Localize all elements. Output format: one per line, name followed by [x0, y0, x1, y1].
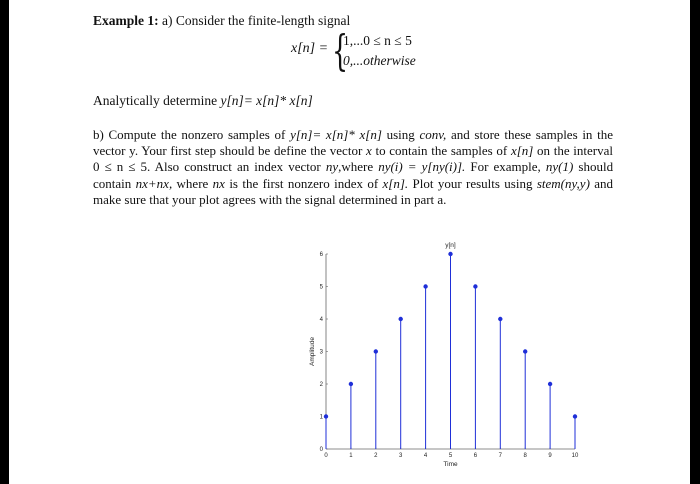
stem-marker	[573, 414, 577, 418]
equation-case-1: 1,...0 ≤ n ≤ 5	[343, 33, 412, 48]
x-axis-label: Time	[443, 461, 458, 468]
y-axis-label: Amplitude	[309, 337, 316, 366]
stem-marker	[548, 382, 552, 386]
equation-case-2: 0,...otherwise	[343, 53, 416, 68]
stem-marker	[423, 284, 427, 288]
x-tick-label: 0	[324, 453, 328, 459]
y-tick-label: 2	[319, 382, 323, 388]
left-border	[0, 0, 9, 484]
stem-marker	[399, 317, 403, 321]
x-tick-label: 3	[399, 453, 403, 459]
x-tick-label: 1	[349, 453, 353, 459]
stem-marker	[349, 382, 353, 386]
chart-title: y[n]	[445, 242, 456, 249]
x-tick-label: 9	[548, 453, 552, 459]
part-a-intro: a) Consider the finite-length signal	[162, 13, 351, 28]
y-tick-label: 4	[319, 317, 323, 323]
right-border	[690, 0, 700, 484]
y-tick-label: 1	[319, 414, 323, 421]
x-tick-label: 5	[448, 453, 453, 459]
example-label: Example 1:	[93, 13, 159, 28]
part-b-paragraph: b) Compute the nonzero samples of y[n]= x[n]* x[n] using conv, and store these samples in the vector y. Your first step should be define the vector x to contain the samples of x[n] on the interval 0 ≤ n ≤ 5. Also construct an index vector ny,where ny(i) = y[ny(i)]. For example, ny(1) should contain nx+nx, where nx is the first nonzero index of x[n]. Plot your results using stem(ny,y) and make sure that your plot agrees with the signal determined in part a.	[93, 127, 614, 207]
stem-plot	[300, 238, 600, 470]
stem-marker	[523, 349, 527, 353]
case-brace: {	[332, 26, 349, 75]
x-tick-label: 6	[473, 453, 478, 459]
example-heading	[93, 13, 350, 29]
x-tick-label: 8	[523, 453, 527, 459]
stem-marker	[473, 284, 477, 288]
x-tick-label: 7	[498, 453, 502, 459]
part-a-task: Analytically determine y[n]= x[n]* x[n]	[93, 93, 313, 108]
x-tick-label: 10	[571, 453, 579, 459]
equation-lhs: x[n] =	[291, 41, 329, 56]
y-tick-label: 3	[319, 349, 323, 356]
x-tick-label: 4	[423, 453, 428, 459]
y-tick-label: 0	[319, 447, 323, 453]
stem-marker	[374, 349, 378, 353]
convolution-expression: y[n]= x[n]* x[n]	[220, 93, 313, 108]
x-tick-label: 2	[374, 453, 378, 459]
stem-marker	[324, 414, 328, 418]
y-tick-label: 5	[319, 284, 323, 291]
y-tick-label: 6	[319, 252, 323, 258]
stem-marker	[498, 317, 502, 321]
stem-marker	[448, 252, 452, 256]
